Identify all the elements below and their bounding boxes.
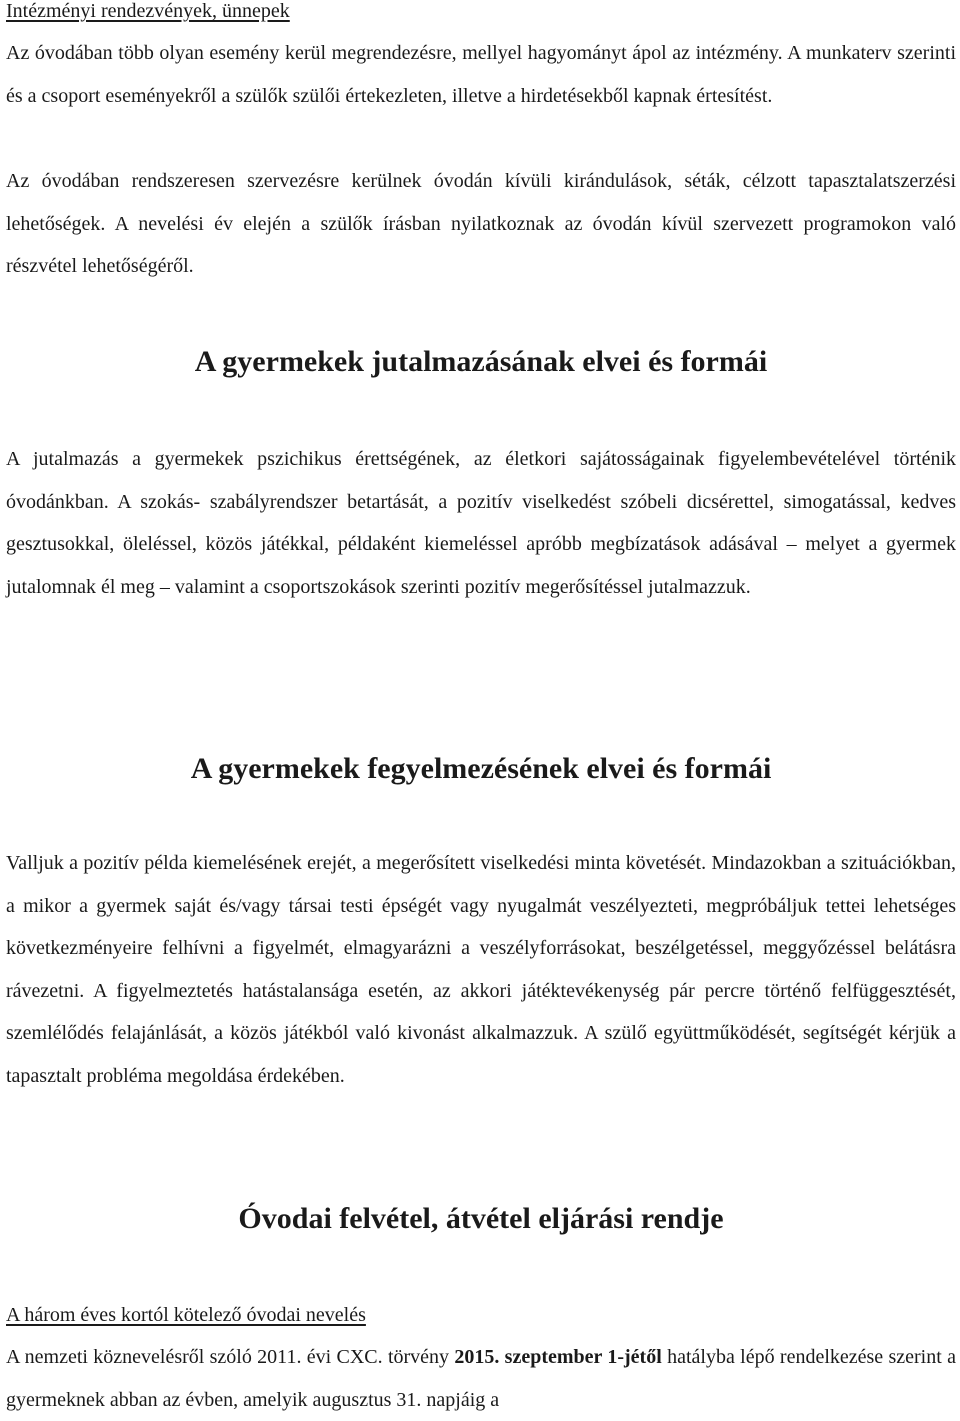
law-text-end: hatályba lépő rendelkezése szerint a gyermeknek abban az évben, amelyik augusztus 31. napjáig a bbox=[6, 1346, 956, 1411]
subheading-mandatory-kindergarten: A három éves kortól kötelező óvodai nevelés bbox=[6, 1304, 366, 1326]
heading-discipline: A gyermekek fegyelmezésének elvei és formái bbox=[190, 752, 772, 785]
paragraph-events-intro: Az óvodában több olyan esemény kerül megrendezésre, mellyel hagyományt ápol az intézmény. A munkaterv szerinti és a csoport eseményekről a szülők szülői értekezleten, illetve a hirdetésekből kapnak értesítést. bbox=[6, 42, 956, 107]
paragraph-discipline: Valljuk a pozitív példa kiemelésének erejét, a megerősített viselkedési minta követését. Mindazokban a szituációkban, a mikor a gyermek saját és/vagy társai testi épségét vagy nyugalmát veszélyezteti, megpróbáljuk tettei lehetséges következményeire felhívni a figyelmét, elmagyarázni a veszélyforrásokat, beszélgetéssel, meggyőzéssel belátásra rávezetni. A figyelmeztetés hatástalansága esetén, az akkori játéktevékenység pár percre történő felfüggesztését, szemlélődés felajánlását, a közös játékból való kivonást alkalmazzuk. A szülő együttműködését, segítségét kérjük a tapasztalt probléma megoldása érdekében. bbox=[6, 852, 956, 1087]
heading-reward: A gyermekek jutalmazásának elvei és formái bbox=[194, 345, 768, 378]
heading-admission: Óvodai felvétel, átvétel eljárási rendje bbox=[238, 1202, 724, 1235]
subheading-events: Intézményi rendezvények, ünnepek bbox=[6, 0, 290, 22]
paragraph-reward: A jutalmazás a gyermekek pszichikus érettségének, az életkori sajátosságainak figyelembevételével történik óvodánkban. A szokás- szabályrendszer betartását, a pozitív viselkedést szóbeli dicsérettel, simogatással, kedves gesztusokkal, öleléssel, közös játékkal, példaként kiemeléssel apróbb megbízatások adásával – melyet a gyermek jutalomnak él meg – valamint a csoportszokások szerinti pozitív megerősítéssel jutalmazzuk. bbox=[6, 448, 956, 598]
law-effective-date: 2015. szeptember 1-jétől bbox=[454, 1346, 662, 1368]
paragraph-admission-law bbox=[6, 1336, 956, 1421]
law-text-start: A nemzeti köznevelésről szóló 2011. évi CXC. törvény bbox=[6, 1346, 455, 1368]
paragraph-excursions: Az óvodában rendszeresen szervezésre kerülnek óvodán kívüli kirándulások, séták, célzott tapasztalatszerzési lehetőségek. A nevelési év elején a szülők írásban nyilatkoznak az óvodán kívül szervezett programokon való részvétel lehetőségéről. bbox=[6, 170, 956, 278]
